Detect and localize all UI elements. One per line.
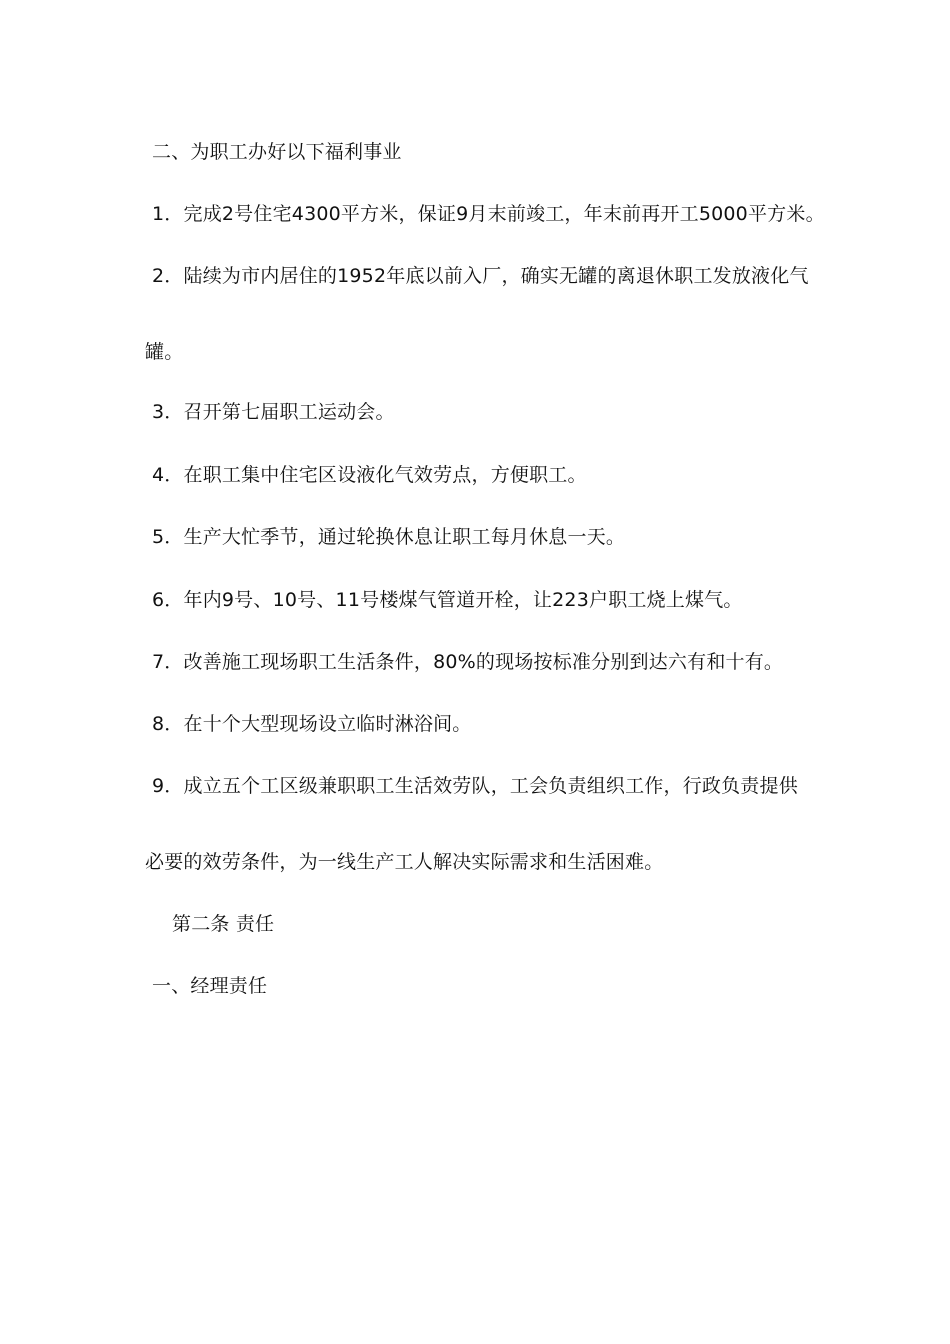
- section-heading: 二、为职工办好以下福利事业: [152, 141, 402, 163]
- list-item: 8．在十个大型现场设立临时淋浴间。: [152, 713, 472, 735]
- list-item: 5．生产大忙季节，通过轮换休息让职工每月休息一天。: [152, 526, 626, 548]
- list-item: 9．成立五个工区级兼职职工生活效劳队，工会负责组织工作，行政负责提供: [152, 775, 798, 797]
- list-item: 7．改善施工现场职工生活条件，80%的现场按标准分别到达六有和十有。: [152, 651, 784, 673]
- list-item: 4．在职工集中住宅区设液化气效劳点，方便职工。: [152, 464, 587, 486]
- list-item-continuation: 罐。: [145, 341, 184, 363]
- article-heading: 第二条 责任: [172, 913, 275, 935]
- list-item: 1．完成2号住宅4300平方米，保证9月末前竣工，年末前再开工5000平方米。: [152, 203, 825, 225]
- list-item: 2．陆续为市内居住的1952年底以前入厂，确实无罐的离退休职工发放液化气: [152, 265, 809, 287]
- list-item: 3．召开第七届职工运动会。: [152, 401, 395, 423]
- sub-heading: 一、经理责任: [152, 975, 268, 997]
- list-item-continuation: 必要的效劳条件，为一线生产工人解决实际需求和生活困难。: [145, 851, 664, 873]
- list-item: 6．年内9号、10号、11号楼煤气管道开栓，让223户职工烧上煤气。: [152, 589, 743, 611]
